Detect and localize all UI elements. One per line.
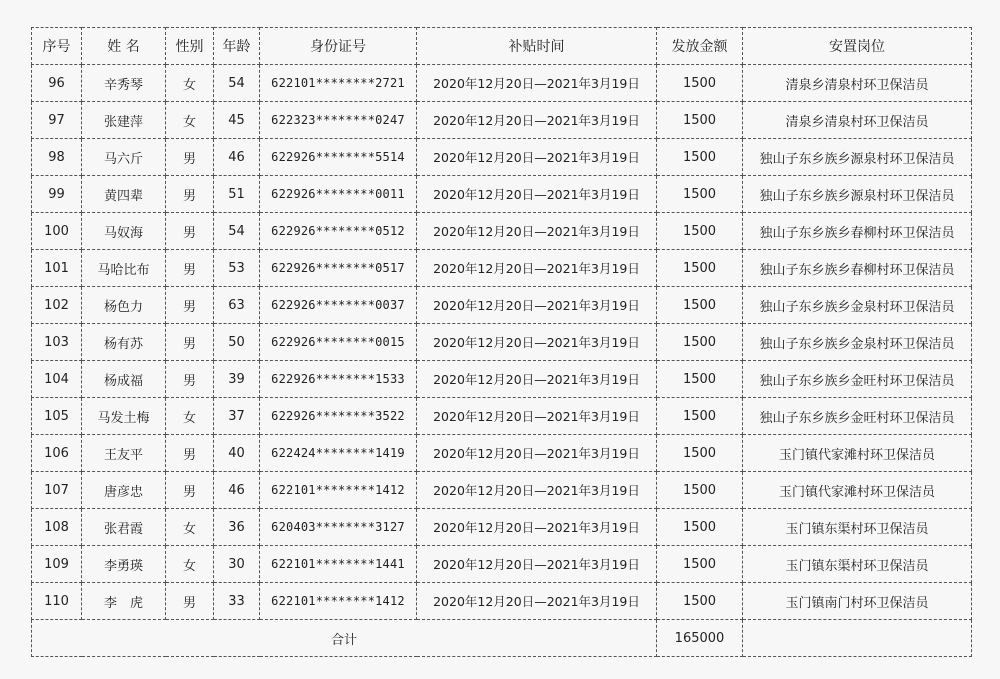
- cell-gender: 男: [166, 583, 214, 620]
- cell-subsidy-period: 2020年12月20日—2021年3月19日: [417, 324, 657, 361]
- cell-age: 30: [214, 546, 260, 583]
- table-row: [32, 250, 972, 287]
- cell-name: 王友平: [82, 435, 166, 472]
- cell-amount: 1500: [657, 65, 743, 102]
- cell-amount: 1500: [657, 509, 743, 546]
- cell-id-number: 622926********0517: [260, 250, 417, 287]
- cell-post: 独山子东乡族乡源泉村环卫保洁员: [743, 139, 972, 176]
- cell-post: 独山子东乡族乡春柳村环卫保洁员: [743, 213, 972, 250]
- cell-amount: 1500: [657, 176, 743, 213]
- cell-id-number: 620403********3127: [260, 509, 417, 546]
- cell-amount: 1500: [657, 583, 743, 620]
- table-body: [32, 65, 972, 620]
- cell-amount: 1500: [657, 361, 743, 398]
- cell-id-number: 622926********0512: [260, 213, 417, 250]
- cell-subsidy-period: 2020年12月20日—2021年3月19日: [417, 65, 657, 102]
- cell-gender: 男: [166, 324, 214, 361]
- cell-post: 玉门镇东渠村环卫保洁员: [743, 546, 972, 583]
- cell-subsidy-period: 2020年12月20日—2021年3月19日: [417, 398, 657, 435]
- cell-post: 玉门镇代家滩村环卫保洁员: [743, 472, 972, 509]
- cell-gender: 男: [166, 213, 214, 250]
- header-post: 安置岗位: [743, 28, 972, 65]
- cell-name: 辛秀琴: [82, 65, 166, 102]
- header-seq: 序号: [32, 28, 82, 65]
- cell-age: 54: [214, 65, 260, 102]
- total-post-empty: [743, 620, 972, 657]
- cell-seq: 109: [32, 546, 82, 583]
- cell-age: 51: [214, 176, 260, 213]
- cell-id-number: 622101********1412: [260, 472, 417, 509]
- cell-age: 45: [214, 102, 260, 139]
- cell-seq: 97: [32, 102, 82, 139]
- cell-id-number: 622926********0037: [260, 287, 417, 324]
- cell-amount: 1500: [657, 398, 743, 435]
- cell-id-number: 622424********1419: [260, 435, 417, 472]
- cell-amount: 1500: [657, 472, 743, 509]
- cell-name: 李 虎: [82, 583, 166, 620]
- cell-gender: 男: [166, 435, 214, 472]
- cell-gender: 女: [166, 102, 214, 139]
- cell-age: 40: [214, 435, 260, 472]
- cell-subsidy-period: 2020年12月20日—2021年3月19日: [417, 287, 657, 324]
- table-row: [32, 213, 972, 250]
- cell-post: 独山子东乡族乡源泉村环卫保洁员: [743, 176, 972, 213]
- cell-gender: 男: [166, 472, 214, 509]
- cell-name: 黄四辈: [82, 176, 166, 213]
- cell-post: 玉门镇南门村环卫保洁员: [743, 583, 972, 620]
- cell-amount: 1500: [657, 102, 743, 139]
- cell-name: 杨成福: [82, 361, 166, 398]
- cell-name: 唐彦忠: [82, 472, 166, 509]
- cell-seq: 107: [32, 472, 82, 509]
- table-row: [32, 361, 972, 398]
- cell-post: 清泉乡清泉村环卫保洁员: [743, 102, 972, 139]
- table-row: [32, 102, 972, 139]
- cell-subsidy-period: 2020年12月20日—2021年3月19日: [417, 472, 657, 509]
- cell-subsidy-period: 2020年12月20日—2021年3月19日: [417, 509, 657, 546]
- cell-subsidy-period: 2020年12月20日—2021年3月19日: [417, 361, 657, 398]
- table-row: [32, 65, 972, 102]
- cell-seq: 102: [32, 287, 82, 324]
- cell-subsidy-period: 2020年12月20日—2021年3月19日: [417, 250, 657, 287]
- cell-amount: 1500: [657, 324, 743, 361]
- cell-name: 杨色力: [82, 287, 166, 324]
- cell-id-number: 622926********0015: [260, 324, 417, 361]
- cell-subsidy-period: 2020年12月20日—2021年3月19日: [417, 139, 657, 176]
- cell-id-number: 622926********3522: [260, 398, 417, 435]
- cell-age: 46: [214, 139, 260, 176]
- cell-age: 33: [214, 583, 260, 620]
- header-period: 补贴时间: [417, 28, 657, 65]
- cell-seq: 108: [32, 509, 82, 546]
- cell-seq: 103: [32, 324, 82, 361]
- cell-gender: 男: [166, 361, 214, 398]
- cell-age: 50: [214, 324, 260, 361]
- total-label: 合计: [32, 620, 657, 657]
- cell-post: 玉门镇代家滩村环卫保洁员: [743, 435, 972, 472]
- cell-name: 杨有苏: [82, 324, 166, 361]
- cell-age: 39: [214, 361, 260, 398]
- cell-seq: 96: [32, 65, 82, 102]
- cell-seq: 106: [32, 435, 82, 472]
- cell-id-number: 622926********0011: [260, 176, 417, 213]
- cell-post: 独山子东乡族乡金泉村环卫保洁员: [743, 287, 972, 324]
- cell-id-number: 622101********1441: [260, 546, 417, 583]
- cell-gender: 男: [166, 176, 214, 213]
- cell-amount: 1500: [657, 250, 743, 287]
- table-row: [32, 287, 972, 324]
- cell-id-number: 622926********1533: [260, 361, 417, 398]
- cell-seq: 99: [32, 176, 82, 213]
- cell-age: 53: [214, 250, 260, 287]
- cell-name: 马哈比布: [82, 250, 166, 287]
- cell-name: 马六斤: [82, 139, 166, 176]
- cell-post: 独山子东乡族乡春柳村环卫保洁员: [743, 250, 972, 287]
- cell-subsidy-period: 2020年12月20日—2021年3月19日: [417, 583, 657, 620]
- cell-name: 张建萍: [82, 102, 166, 139]
- cell-seq: 110: [32, 583, 82, 620]
- header-gender: 性别: [166, 28, 214, 65]
- cell-subsidy-period: 2020年12月20日—2021年3月19日: [417, 102, 657, 139]
- cell-seq: 104: [32, 361, 82, 398]
- cell-id-number: 622101********2721: [260, 65, 417, 102]
- table-row: [32, 176, 972, 213]
- cell-seq: 101: [32, 250, 82, 287]
- cell-amount: 1500: [657, 287, 743, 324]
- cell-age: 37: [214, 398, 260, 435]
- cell-gender: 女: [166, 65, 214, 102]
- cell-post: 独山子东乡族乡金旺村环卫保洁员: [743, 398, 972, 435]
- cell-seq: 105: [32, 398, 82, 435]
- cell-name: 张君霞: [82, 509, 166, 546]
- table-row: [32, 398, 972, 435]
- cell-gender: 男: [166, 250, 214, 287]
- cell-gender: 男: [166, 287, 214, 324]
- cell-post: 独山子东乡族乡金旺村环卫保洁员: [743, 361, 972, 398]
- cell-id-number: 622323********0247: [260, 102, 417, 139]
- cell-age: 63: [214, 287, 260, 324]
- cell-seq: 98: [32, 139, 82, 176]
- header-name: 姓 名: [82, 28, 166, 65]
- cell-name: 李勇瑛: [82, 546, 166, 583]
- table-row: [32, 324, 972, 361]
- cell-gender: 男: [166, 139, 214, 176]
- header-row: [32, 28, 972, 65]
- cell-age: 46: [214, 472, 260, 509]
- cell-subsidy-period: 2020年12月20日—2021年3月19日: [417, 176, 657, 213]
- header-amount: 发放金额: [657, 28, 743, 65]
- table-row: [32, 472, 972, 509]
- cell-post: 清泉乡清泉村环卫保洁员: [743, 65, 972, 102]
- cell-amount: 1500: [657, 435, 743, 472]
- table-row: [32, 435, 972, 472]
- cell-subsidy-period: 2020年12月20日—2021年3月19日: [417, 546, 657, 583]
- cell-gender: 女: [166, 509, 214, 546]
- total-amount: 165000: [657, 620, 743, 657]
- cell-subsidy-period: 2020年12月20日—2021年3月19日: [417, 435, 657, 472]
- cell-amount: 1500: [657, 546, 743, 583]
- total-row: [32, 620, 972, 657]
- cell-age: 36: [214, 509, 260, 546]
- cell-gender: 女: [166, 398, 214, 435]
- table-row: [32, 509, 972, 546]
- header-age: 年龄: [214, 28, 260, 65]
- cell-name: 马发土梅: [82, 398, 166, 435]
- cell-gender: 女: [166, 546, 214, 583]
- table-row: [32, 583, 972, 620]
- subsidy-roster-table: [31, 27, 972, 657]
- cell-age: 54: [214, 213, 260, 250]
- cell-post: 玉门镇东渠村环卫保洁员: [743, 509, 972, 546]
- cell-subsidy-period: 2020年12月20日—2021年3月19日: [417, 213, 657, 250]
- cell-seq: 100: [32, 213, 82, 250]
- cell-post: 独山子东乡族乡金泉村环卫保洁员: [743, 324, 972, 361]
- cell-amount: 1500: [657, 139, 743, 176]
- cell-id-number: 622926********5514: [260, 139, 417, 176]
- table-row: [32, 139, 972, 176]
- cell-name: 马奴海: [82, 213, 166, 250]
- cell-id-number: 622101********1412: [260, 583, 417, 620]
- cell-amount: 1500: [657, 213, 743, 250]
- header-id: 身份证号: [260, 28, 417, 65]
- table-row: [32, 546, 972, 583]
